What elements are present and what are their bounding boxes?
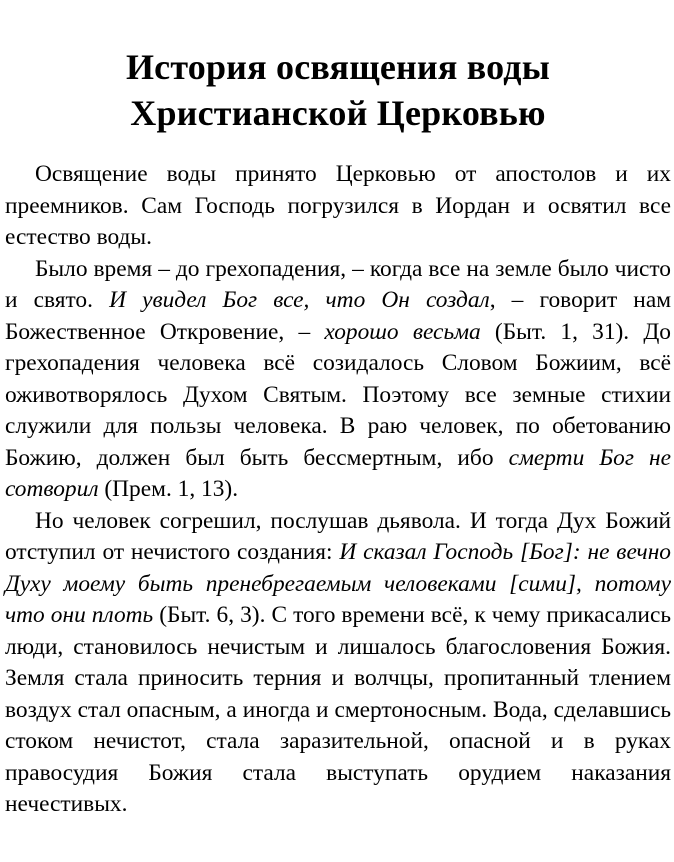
document-page xyxy=(5,0,671,821)
paragraph-2-text-2: , – говорит нам Божественное Откровение, – xyxy=(5,287,672,345)
paragraph-3-quote-1: И сказал Господь [Бог]: не вечно Духу моему быть пренебрегаемым человеками [сими], потому что они плоть xyxy=(5,539,671,628)
paragraph-2 xyxy=(5,254,671,506)
paragraph-3 xyxy=(5,506,671,821)
paragraph-1-text: Освящение воды принято Церковью от апостолов и их преемников. Сам Господь погрузился в Иордан и освятил все естество воды. xyxy=(5,161,671,250)
paragraph-2-quote-1: И увидел Бог все, что Он создал xyxy=(109,287,490,313)
paragraph-2-text-4: (Прем. 1, 13). xyxy=(98,476,239,502)
paragraph-2-text-3: (Быт. 1, 31). До грехопадения человека всё созидалось Словом Божиим, всё оживотворялось Духом Святым. Поэтому все земные стихии служили для пользы человека. В раю человек, по обетованию Божию, должен был быть бессмертным, ибо xyxy=(5,318,671,471)
paragraph-3-text-2: (Быт. 6, 3). С того времени всё, к чему прикасались люди, становилось нечистым и лишалось благословения Божия. Земля стала приносить терния и волчцы, пропитанный тлением воздух стал опасным, а иногда и смертоносным. Вода, сделавшись стоком нечистот, стала заразительной, опасной и в руках правосудия Божия стала выступать орудием наказания нечестивых. xyxy=(5,602,672,817)
paragraph-2-text-1: Было время – до грехопадения, – когда все на земле было чисто и свято. xyxy=(5,255,671,313)
paragraph-2-quote-3: смерти Бог не сотворил xyxy=(5,444,672,502)
page-title xyxy=(5,0,671,136)
title-line-2: Христианской Церковью xyxy=(130,93,546,133)
paragraph-3-text-1: Но человек согрешил, послушав дьявола. И тогда Дух Божий отступил от нечистого создания: xyxy=(5,507,671,565)
paragraph-2-quote-2: хорошо весьма xyxy=(324,318,481,345)
paragraph-1 xyxy=(5,159,671,254)
title-line-1: История освящения воды xyxy=(125,47,551,87)
article-body xyxy=(5,159,671,821)
